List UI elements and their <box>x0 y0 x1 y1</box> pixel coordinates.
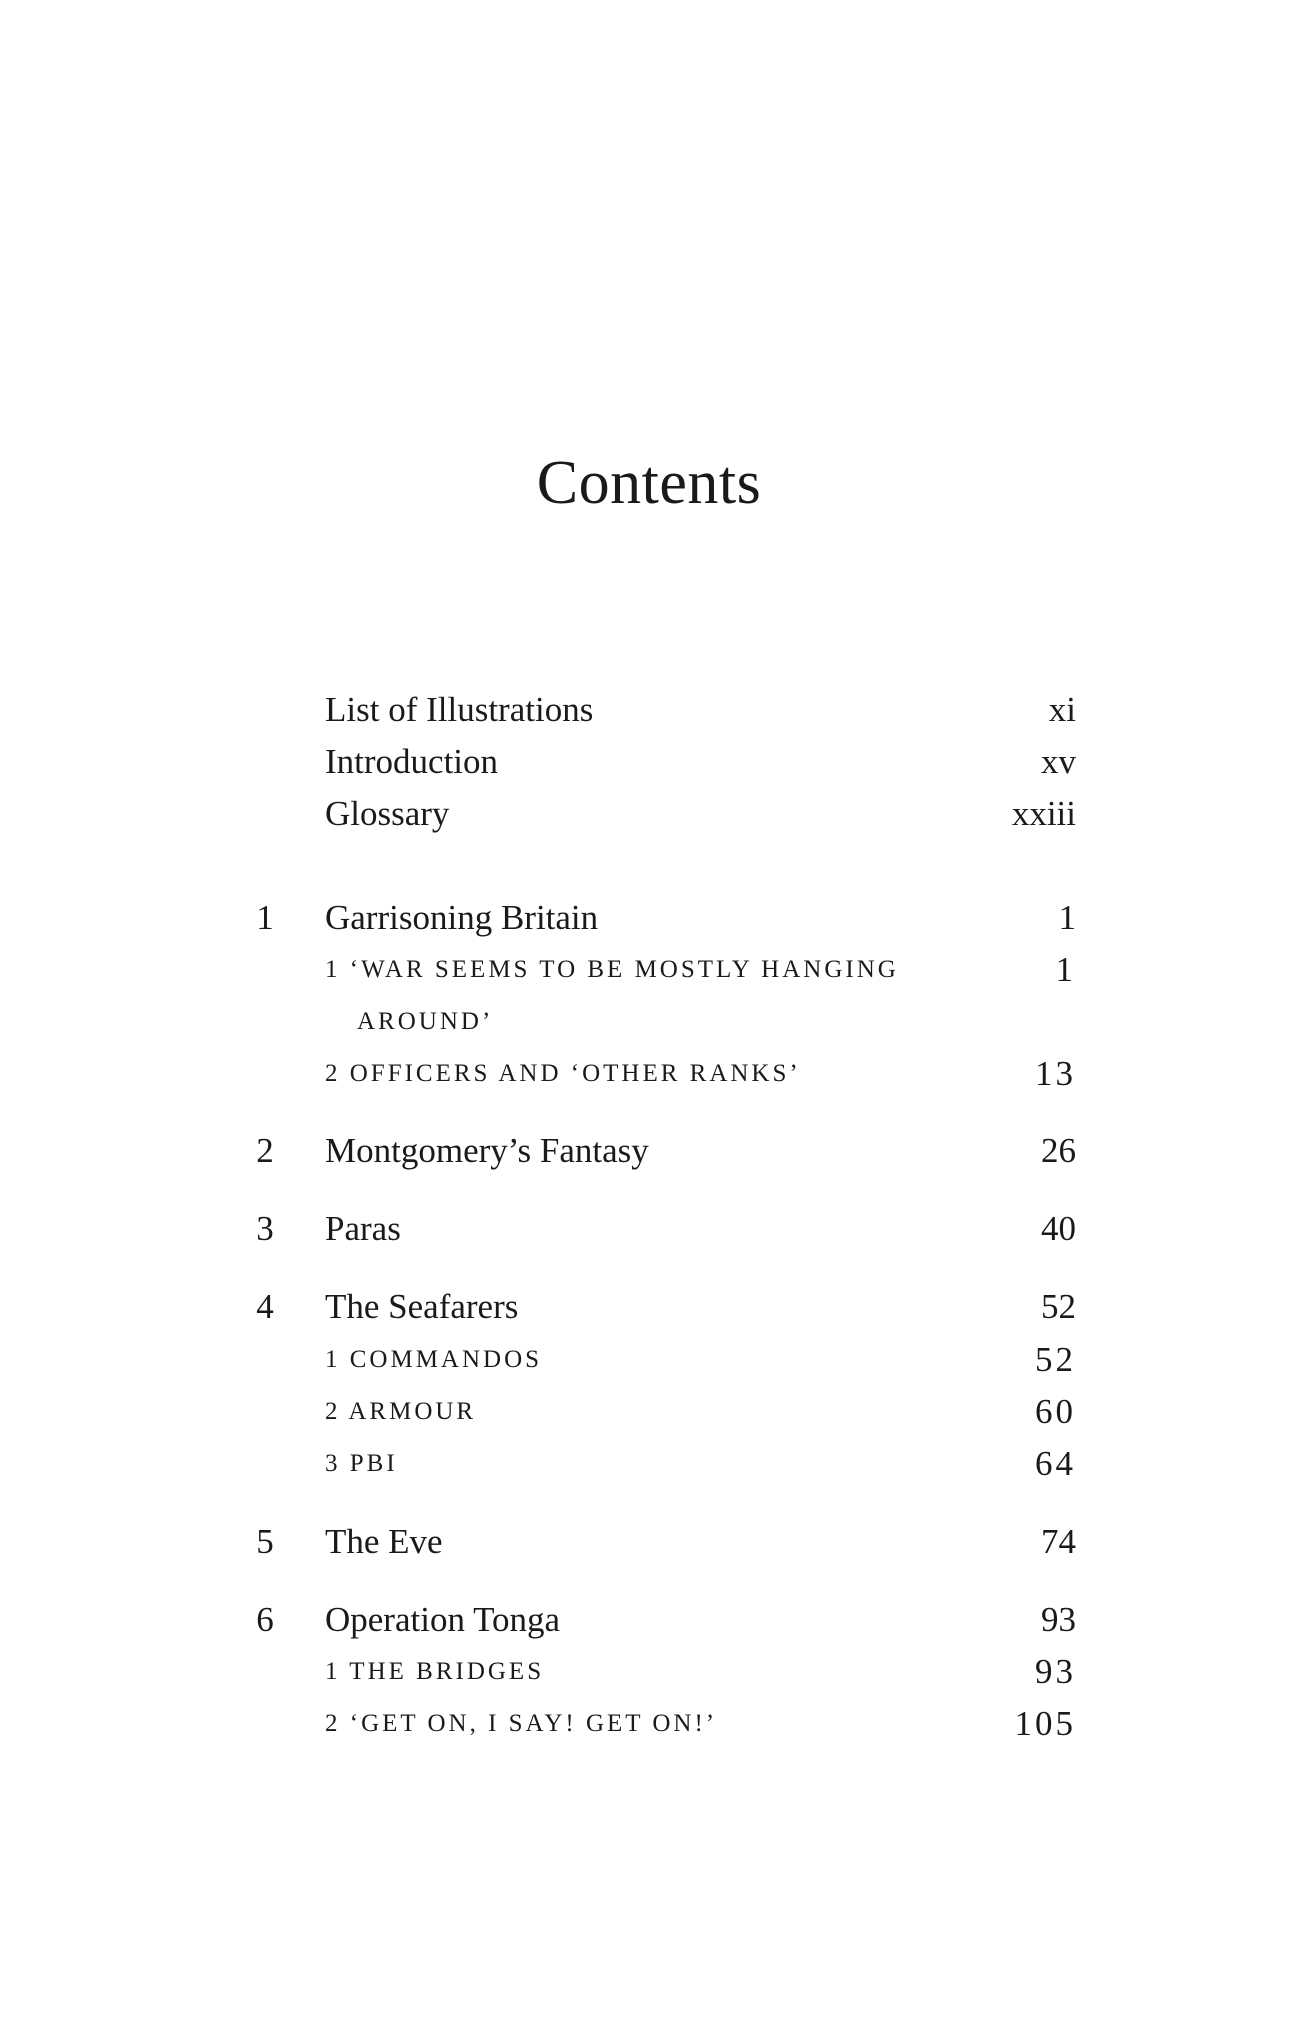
toc-entry-page: xv <box>1041 742 1076 781</box>
toc-section-4-3[interactable] <box>0 1438 1298 1490</box>
chapter-page: 93 <box>1041 1600 1076 1639</box>
toc-chapter-2[interactable] <box>0 1125 1298 1177</box>
toc-chapter-5[interactable] <box>0 1516 1298 1568</box>
section-page: 13 <box>1035 1054 1076 1093</box>
page-title: Contents <box>536 449 762 517</box>
chapter-page: 40 <box>1041 1209 1076 1248</box>
section-title: 1 COMMANDOS <box>325 1346 543 1373</box>
toc-entry-list-of-illustrations[interactable] <box>0 684 1298 736</box>
section-title: 1 THE BRIDGES <box>325 1658 545 1685</box>
chapter-title: Montgomery’s Fantasy <box>325 1131 649 1170</box>
chapter-page: 74 <box>1041 1522 1076 1561</box>
toc-section-6-2[interactable] <box>0 1698 1298 1750</box>
section-page: 93 <box>1035 1652 1076 1691</box>
chapter-title: Paras <box>325 1209 401 1248</box>
chapter-title: The Eve <box>325 1522 443 1561</box>
section-page: 64 <box>1035 1444 1076 1483</box>
chapter-page: 52 <box>1041 1287 1076 1326</box>
toc-chapter-6[interactable] <box>0 1594 1298 1646</box>
chapter-title: The Seafarers <box>325 1287 519 1326</box>
toc-section-4-1[interactable] <box>0 1334 1298 1386</box>
section-title: 2 ARMOUR <box>325 1398 477 1425</box>
chapter-number: 4 <box>256 1287 274 1326</box>
section-page: 105 <box>1014 1704 1076 1743</box>
chapter-number: 1 <box>256 898 274 937</box>
toc-entry-glossary[interactable] <box>0 788 1298 840</box>
toc-entry-page: xi <box>1048 690 1076 729</box>
chapter-number: 3 <box>256 1209 274 1248</box>
toc-section-1-2[interactable] <box>0 1048 1298 1100</box>
chapter-title: Operation Tonga <box>325 1600 561 1639</box>
toc-entry-label: Glossary <box>325 794 450 833</box>
section-page: 1 <box>1055 950 1076 989</box>
toc-entry-label: List of Illustrations <box>325 690 594 729</box>
toc-section-1-1[interactable] <box>0 944 1298 996</box>
section-title: 2 OFFICERS AND ‘OTHER RANKS’ <box>325 1060 801 1087</box>
chapter-number: 6 <box>256 1600 274 1639</box>
section-title: 3 PBI <box>325 1450 398 1477</box>
toc-entry-page: xxiii <box>1011 794 1076 833</box>
toc-chapter-4[interactable] <box>0 1281 1298 1333</box>
chapter-page: 1 <box>1058 898 1076 937</box>
toc-entry-label: Introduction <box>325 742 499 781</box>
toc-section-1-1-continued <box>0 996 1298 1048</box>
toc-chapter-3[interactable] <box>0 1203 1298 1255</box>
toc-section-6-1[interactable] <box>0 1646 1298 1698</box>
section-title: 1 ‘WAR SEEMS TO BE MOSTLY HANGING <box>325 956 899 983</box>
chapter-number: 2 <box>256 1131 274 1170</box>
chapter-title: Garrisoning Britain <box>325 898 599 937</box>
section-page: 60 <box>1035 1392 1076 1431</box>
section-page: 52 <box>1035 1340 1076 1379</box>
chapter-page: 26 <box>1041 1131 1076 1170</box>
section-title-continued: AROUND’ <box>357 1008 494 1035</box>
toc-entry-introduction[interactable] <box>0 736 1298 788</box>
toc-section-4-2[interactable] <box>0 1386 1298 1438</box>
toc-chapter-1[interactable] <box>0 892 1298 944</box>
chapter-number: 5 <box>256 1522 274 1561</box>
section-title: 2 ‘GET ON, I SAY! GET ON!’ <box>325 1710 718 1737</box>
